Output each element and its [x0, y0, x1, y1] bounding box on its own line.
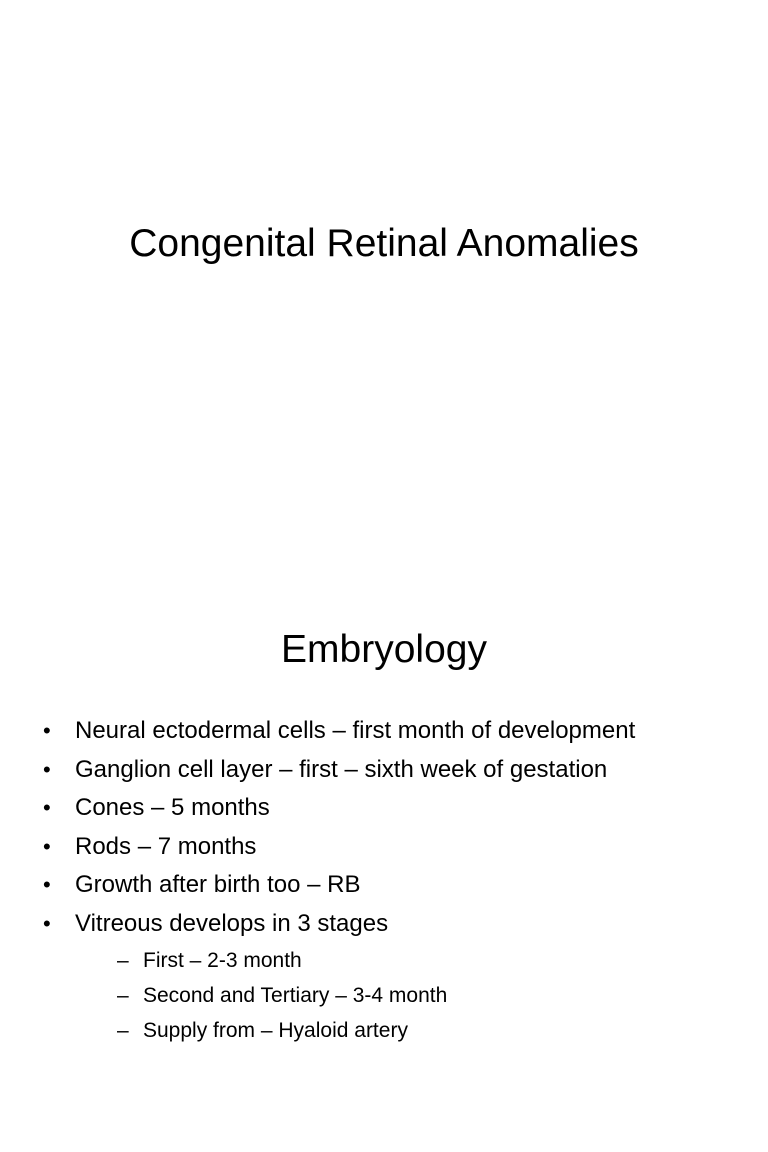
bullet-text: Growth after birth too – RB	[75, 871, 361, 898]
bullet-item	[40, 751, 760, 790]
bullet-icon: •	[43, 718, 51, 743]
dash-icon: –	[117, 984, 129, 1007]
sub-bullet-item	[75, 943, 760, 978]
bullet-item	[40, 789, 760, 828]
sub-bullet-list	[75, 943, 760, 1048]
sub-bullet-text: Second and Tertiary – 3-4 month	[143, 984, 448, 1007]
bullet-icon: •	[43, 795, 51, 820]
bullet-item	[40, 905, 760, 1049]
dash-icon: –	[117, 949, 129, 972]
bullet-text: Rods – 7 months	[75, 832, 257, 860]
bullet-item	[40, 712, 760, 751]
bullet-icon: •	[43, 756, 51, 782]
sub-bullet-item	[75, 1013, 760, 1048]
bullet-item	[40, 866, 760, 905]
bullet-list	[40, 712, 760, 1048]
bullet-item	[40, 828, 760, 867]
bullet-text: Vitreous develops in 3 stages	[75, 909, 389, 937]
bullet-text: Neural ectodermal cells – first month of development	[75, 717, 636, 744]
sub-bullet-text: First – 2-3 month	[143, 949, 302, 972]
slide-2-title: Embryology	[281, 628, 487, 671]
bullet-text: Cones – 5 months	[75, 794, 270, 821]
bullet-icon: •	[43, 910, 51, 936]
bullet-icon: •	[43, 833, 51, 859]
bullet-icon: •	[43, 872, 51, 897]
slide-1-title: Congenital Retinal Anomalies	[129, 222, 639, 265]
sub-bullet-text: Supply from – Hyaloid artery	[143, 1019, 408, 1042]
sub-bullet-item	[75, 978, 760, 1013]
dash-icon: –	[117, 1019, 129, 1042]
bullet-text: Ganglion cell layer – first – sixth week of gestation	[75, 755, 608, 783]
slide-embryology	[0, 576, 768, 1152]
